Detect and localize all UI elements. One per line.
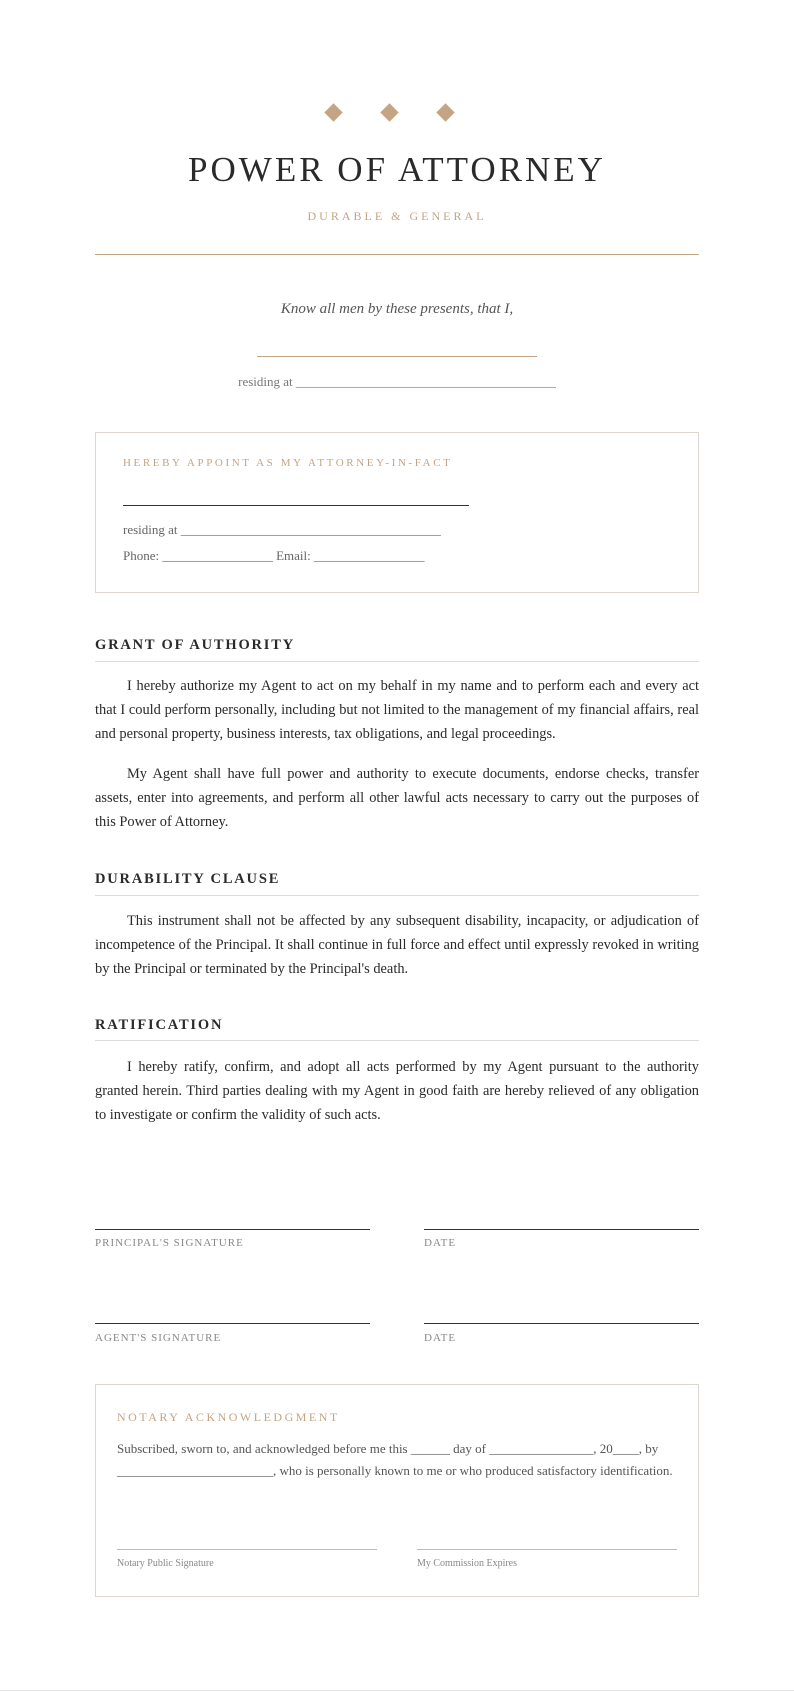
header-divider [95, 254, 699, 255]
document-title: POWER OF ATTORNEY [188, 150, 606, 189]
principal-date-field[interactable] [424, 1229, 699, 1230]
notary-signature-field[interactable] [117, 1549, 377, 1550]
ratification-paragraph: I hereby ratify, confirm, and adopt all acts performed by my Agent pursuant to the authority granted herein. Third parties dealing with my Agent in good faith are hereby relieved of any obligation to investigate or confirm the validity of such acts. [95, 1059, 699, 1123]
section-divider [95, 895, 699, 896]
agent-signature-field[interactable] [95, 1323, 370, 1324]
section-divider [95, 661, 699, 662]
notary-statement[interactable]: Subscribed, sworn to, and acknowledged before me this ______ day of ________________, 20____, by ________________________, who is personally known to me or who produced satisfactory identification. [117, 1441, 673, 1478]
grant-paragraph-2: My Agent shall have full power and authority to execute documents, endorse checks, transfer assets, enter into agreements, and perform all other lawful acts necessary to carry out the purposes of this Power of Attorney. [95, 766, 699, 830]
principal-signature-field[interactable] [95, 1229, 370, 1230]
header-ornaments [0, 106, 794, 122]
commission-expires-label: My Commission Expires [417, 1558, 518, 1569]
section-title-grant: GRANT OF AUTHORITY [95, 637, 295, 653]
notary-signature-label: Notary Public Signature [117, 1558, 214, 1569]
ornament-diamond-icon [324, 103, 342, 121]
appointment-heading: HEREBY APPOINT AS MY ATTORNEY-IN-FACT [123, 457, 453, 469]
principal-residing-field[interactable]: residing at ________________________________________ [238, 374, 556, 389]
agent-name-field[interactable] [123, 505, 469, 506]
agent-date-label: DATE [424, 1332, 457, 1344]
notary-acknowledgment-box [95, 1384, 699, 1597]
durability-paragraph: This instrument shall not be affected by any subsequent disability, incapacity, or adjudication of incompetence of the Principal. It shall continue in full force and effect until expressly revoked in writing by the Principal or terminated by the Principal's death. [95, 913, 699, 977]
agent-appointment-box [95, 432, 699, 593]
agent-date-field[interactable] [424, 1323, 699, 1324]
agent-residing-field[interactable]: residing at ________________________________________ [123, 522, 441, 537]
section-divider [95, 1040, 699, 1041]
agent-signature-label: AGENT'S SIGNATURE [95, 1332, 222, 1344]
section-title-ratification: RATIFICATION [95, 1017, 224, 1033]
section-title-durability: DURABILITY CLAUSE [95, 871, 281, 887]
agent-contact-fields[interactable]: Phone: _________________ Email: _________________ [123, 548, 425, 563]
document-subtitle: DURABLE & GENERAL [307, 209, 487, 223]
ornament-diamond-icon [380, 103, 398, 121]
ornament-diamond-icon [436, 103, 454, 121]
commission-expires-field[interactable] [417, 1549, 677, 1550]
notary-heading: NOTARY ACKNOWLEDGMENT [117, 1410, 340, 1424]
principal-name-field[interactable] [257, 356, 537, 357]
principal-intro: Know all men by these presents, that I, [280, 301, 514, 317]
grant-paragraph-1: I hereby authorize my Agent to act on my behalf in my name and to perform each and every act that I could perform personally, including but not limited to the management of my financial affairs, real and personal property, business interests, tax obligations, and legal proceedings. [95, 678, 699, 742]
principal-signature-label: PRINCIPAL'S SIGNATURE [95, 1237, 244, 1249]
principal-date-label: DATE [424, 1237, 457, 1249]
